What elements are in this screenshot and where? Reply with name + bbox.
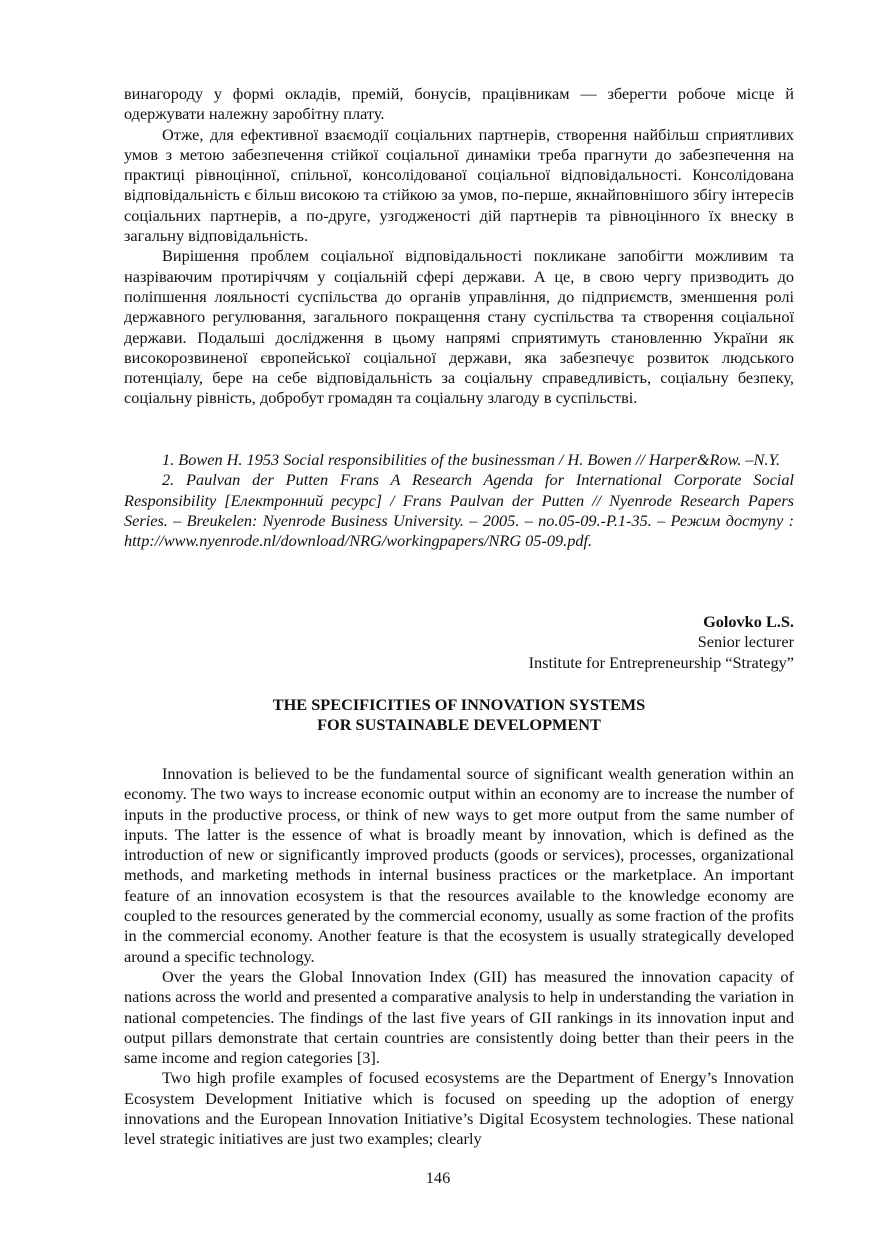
reference-item: 1. Bowen H. 1953 Social responsibilities of the businessman / H. Bowen // Harper&Row. –N.Y.: [162, 450, 781, 469]
reference-item: 2. Paulvan der Putten Frans A Research Agenda for International Corporate Social Responsibility [Електронний ресурс] / Frans Paulvan der Putten // Nyenrode Research Papers Series. – Breukelen: Nyenrode Business University. – 2005. – no.05-09.-P.1-35. – Режим доступу : http://www.nyenrode.nl/download/NRG/workingpapers/NRG 05-09.pdf.: [124, 470, 794, 551]
paragraph: Innovation is believed to be the fundamental source of significant wealth generation within an economy. The two ways to increase economic output within an economy are to increase the number of inputs in the productive process, or think of new ways to get more output from the same number of inputs. The latter is the essence of what is broadly meant by innovation, which is defined as the introduction of new or significantly improved products (goods or services), processes, organizational methods, and marketing methods in internal business practices or the marketplace. An important feature of an innovation ecosystem is that the resources available to the knowledge economy are coupled to the resources generated by the commercial economy, usually as some fraction of the profits in the commercial economy. Another feature is that the ecosystem is usually strategically developed around a specific technology.: [124, 764, 794, 966]
paragraph: Вирішення проблем соціальної відповідальності покликане запобігти можливим та назріваючим протиріччям у соціальній сфері держави. А це, в свою чергу призводить до поліпшення лояльності суспільства до органів управління, до підприємств, зменшення ролі державного регулювання, загального покращення стану суспільства та створення соціальної держави. Подальші дослідження в цьому напрямі сприятимуть становленню України як високорозвиненої європейської соціальної держави, яка забезпечує розвиток людського потенціалу, бере на себе відповідальність за соціальну справедливість, соціальну безпеку, соціальну рівність, добробут громадян та соціальну злагоду в суспільстві.: [124, 246, 794, 408]
author-name: Golovko L.S.: [703, 612, 794, 631]
paragraph: Two high profile examples of focused ecosystems are the Department of Energy’s Innovation Ecosystem Development Initiative which is focused on speeding up the adoption of energy innovations and the European Innovation Initiative’s Digital Ecosystem technologies. These national level strategic initiatives are just two examples; clearly: [124, 1068, 794, 1149]
author-affiliation: Institute for Entrepreneurship “Strategy”: [528, 652, 794, 672]
author-block: [529, 612, 794, 673]
author-position: Senior lecturer: [697, 632, 794, 652]
article-title-line: THE SPECIFICITIES OF INNOVATION SYSTEMS: [272, 695, 646, 714]
reference-list: [124, 450, 794, 551]
paragraph: Отже, для ефективної взаємодії соціальних партнерів, створення найбільш сприятливих умов з метою забезпечення стійкої соціальної динаміки треба прагнути до забезпечення на практиці рівноцінної, спільної, консолідованої соціальної відповідальності. Консолідована відповідальність є більш високою та стійкою за умов, по-перше, якнайповнішого збігу інтересів соціальних партнерів, а по-друге, узгодженості дій партнерів та рівноцінного їх внеску в загальну відповідальність.: [124, 124, 794, 246]
paragraph: винагороду у формі окладів, премій, бонусів, працівникам — зберегти робоче місце й одержувати належну заробітну плату.: [124, 84, 794, 124]
article-title: [124, 695, 794, 735]
page-number: 146: [425, 1168, 451, 1187]
ukrainian-text-section: [124, 84, 794, 409]
article-title-line: FOR SUSTAINABLE DEVELOPMENT: [317, 715, 601, 734]
paragraph: Over the years the Global Innovation Index (GII) has measured the innovation capacity of nations across the world and presented a comparative analysis to help in understanding the variation in national competencies. The findings of the last five years of GII rankings in its innovation input and output pillars demonstrate that certain countries are consistently doing better than their peers in the same income and region categories [3].: [124, 966, 794, 1068]
article-body: [124, 764, 794, 1150]
